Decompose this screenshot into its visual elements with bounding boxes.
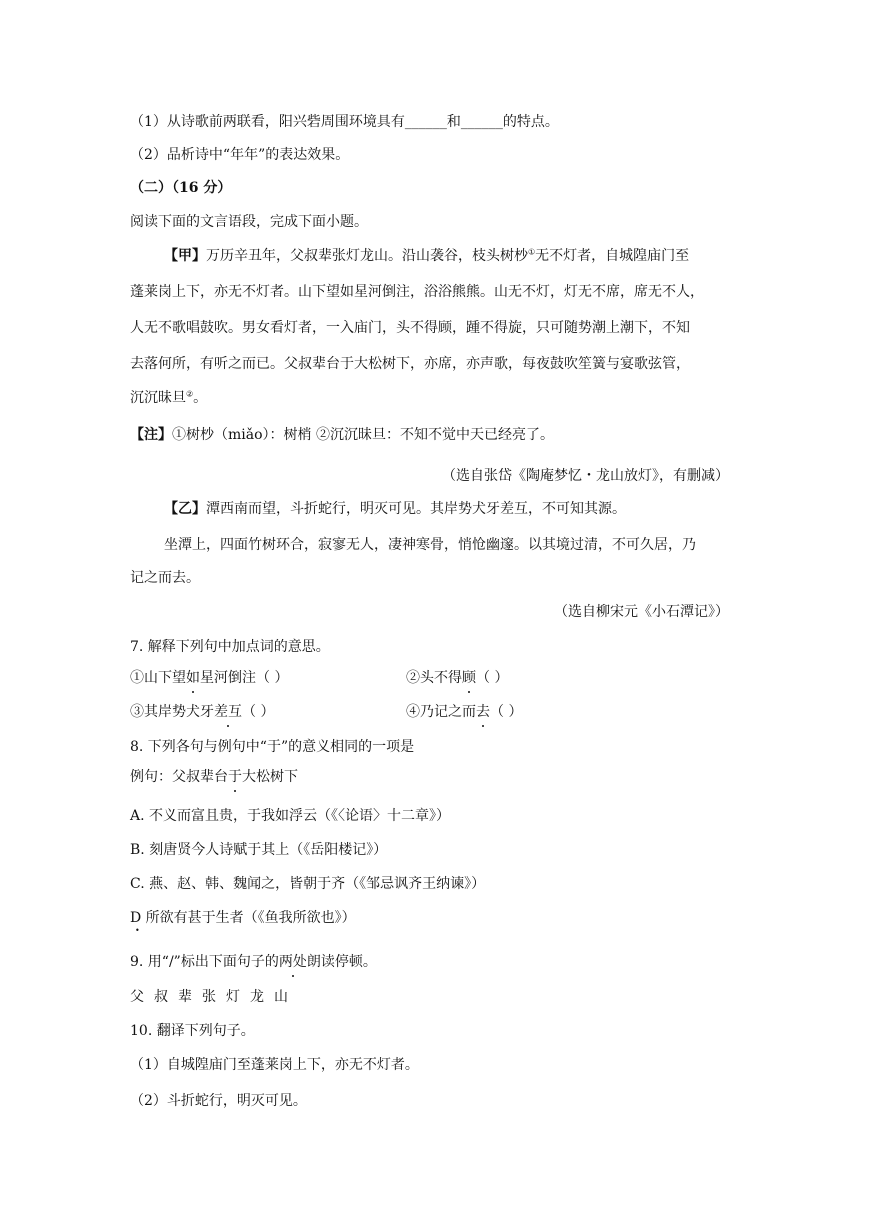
dotted-word: 差互 bbox=[214, 704, 242, 720]
passage-jia-line-3: 人无不歌唱鼓吹。男女看灯者，一入庙门，头不得顾，踵不得旋，只可随势潮上潮下，不知 bbox=[130, 320, 690, 336]
q6-sub2: （2）品析诗中“年年”的表达效果。 bbox=[130, 147, 350, 163]
passage-jia-label: 【甲】 bbox=[164, 248, 206, 264]
passage-jia-line-4: 去落何所，有听之而已。父叔辈台于大松树下，亦席，亦声歌，每夜鼓吹笙簧与宴歌弦管， bbox=[130, 356, 690, 372]
q7-item-2: ②头不得顾（ ） bbox=[406, 670, 509, 686]
stray-dot: • bbox=[135, 926, 140, 935]
q8-option-b: B. 刻唐贤今人诗赋于其上（《岳阳楼记》） bbox=[130, 842, 388, 858]
q7-item-3: ③其岸势犬牙差互（ ） bbox=[130, 704, 275, 720]
passage-yi-line-3: 记之而去。 bbox=[130, 570, 200, 586]
q8-stem: 8. 下列各句与例句中“于”的意义相同的一项是 bbox=[130, 739, 415, 755]
source-jia: （选自张岱《陶庵梦忆・龙山放灯》，有删减） bbox=[442, 468, 729, 484]
passage-yi-label: 【乙】 bbox=[164, 501, 206, 517]
q10-sub1: （1）自城隍庙门至蓬莱岗上下，亦无不灯者。 bbox=[130, 1057, 419, 1073]
passage-jia-line-2: 蓬莱岗上下，亦无不灯者。山下望如星河倒注，浴浴熊熊。山无不灯，灯无不席，席无不人， bbox=[130, 284, 704, 300]
q7-stem: 7. 解释下列句中加点词的意思。 bbox=[130, 639, 330, 655]
section-instruction: 阅读下面的文言语段，完成下面小题。 bbox=[130, 214, 368, 230]
footnote-mark-1: ① bbox=[528, 247, 536, 257]
q10-stem: 10. 翻译下列句子。 bbox=[130, 1023, 255, 1039]
dotted-word: 如 bbox=[186, 670, 200, 686]
notes-line bbox=[130, 425, 554, 445]
q8-option-c: C. 燕、赵、韩、魏闻之，皆朝于齐（《邹忌讽齐王纳谏》） bbox=[130, 876, 486, 892]
footnote-mark-2: ② bbox=[186, 389, 194, 399]
passage-yi-line-2: 坐潭上，四面竹树环合，寂寥无人，凄神寒骨，悄怆幽邃。以其境过清，不可久居，乃 bbox=[164, 537, 696, 553]
passage-jia-line-5: 沉沉昧旦②。 bbox=[130, 389, 208, 406]
passage-jia-line-1: 【甲】万历辛丑年，父叔辈张灯龙山。沿山袭谷，枝头树杪①无不灯者，自城隍庙门至 bbox=[164, 247, 690, 264]
q8-example: 例句：父叔辈台于大松树下 bbox=[130, 769, 298, 785]
q8-option-a: A. 不义而富且贵，于我如浮云（《〈论语〉十二章》） bbox=[130, 808, 451, 824]
q7-item-4: ④乃记之而去（ ） bbox=[406, 704, 523, 720]
dotted-word: 两处 bbox=[278, 954, 307, 970]
dotted-word: 顾 bbox=[462, 670, 476, 686]
q9-sentence: 父叔辈张灯龙山 bbox=[130, 989, 298, 1005]
passage-yi-line-1: 【乙】潭西南而望，斗折蛇行，明灭可见。其岸势犬牙差互，不可知其源。 bbox=[164, 501, 626, 517]
q9-stem: 9. 用“/”标出下面句子的两处朗读停顿。 bbox=[130, 954, 377, 970]
notes-text: ①树杪（miǎo）：树梢 ②沉沉昧旦：不知不觉中天已经亮了。 bbox=[172, 427, 554, 443]
dotted-word: 于 bbox=[228, 769, 242, 785]
dotted-word: 去 bbox=[476, 704, 490, 720]
q6-sub1: （1）从诗歌前两联看，阳兴砦周围环境具有______和______的特点。 bbox=[130, 114, 559, 130]
notes-label: 【注】 bbox=[130, 427, 172, 443]
q8-option-d: D 所欲有甚于生者（《鱼我所欲也》） bbox=[130, 910, 356, 926]
section-heading: （二）（16 分） bbox=[130, 180, 232, 196]
source-yi: （选自柳宋元《小石潭记》） bbox=[554, 604, 729, 620]
q10-sub2: （2）斗折蛇行，明灭可见。 bbox=[130, 1093, 307, 1109]
q7-item-1: ①山下望如星河倒注（ ） bbox=[130, 670, 289, 686]
